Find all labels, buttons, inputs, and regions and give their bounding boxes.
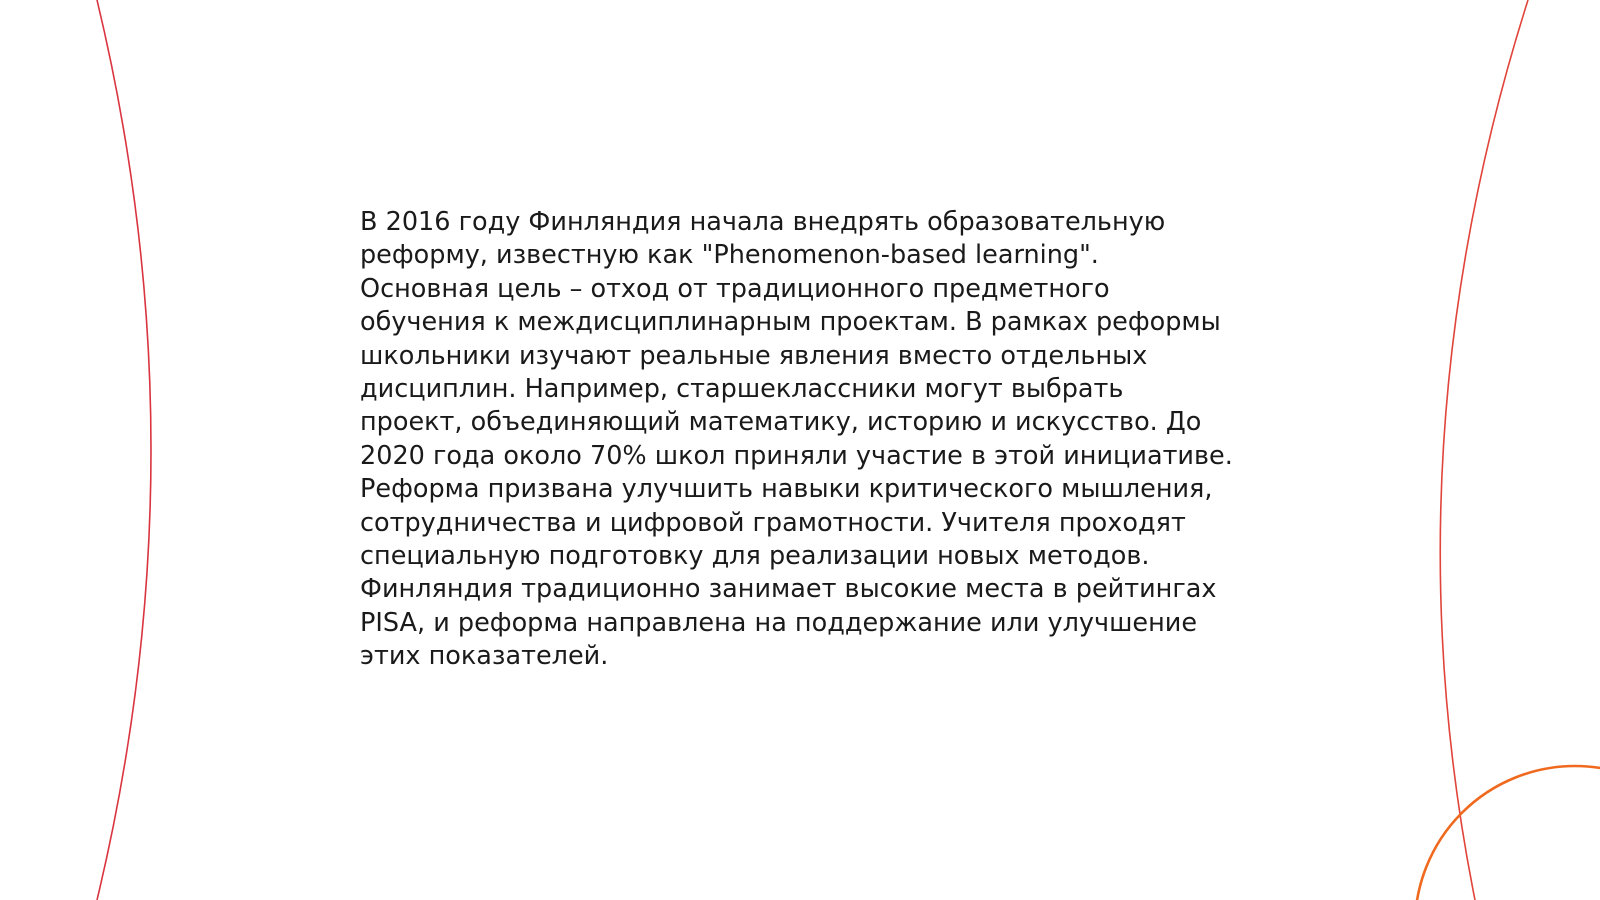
left-curve-line (97, 0, 151, 900)
paragraph-line: Финляндия традиционно занимает высокие места в рейтингах (360, 574, 1217, 605)
paragraph-line: В 2016 году Финляндия начала внедрять образовательную (360, 207, 1166, 237)
paragraph-line: этих показателей. (360, 641, 609, 672)
paragraph-line: 2020 года около 70% школ приняли участие в этой инициативе. (360, 440, 1233, 471)
paragraph-line: проект, объединяющий математику, историю и искусство. До (360, 407, 1202, 438)
paragraph-line: дисциплин. Например, старшеклассники могут выбрать (360, 374, 1124, 405)
paragraph-line: Реформа призвана улучшить навыки критического мышления, (360, 474, 1213, 505)
corner-arc-circle (1415, 766, 1600, 900)
paragraph-line: PISA, и реформа направлена на поддержание или улучшение (360, 607, 1198, 638)
paragraph-line: специальную подготовку для реализации новых методов. (360, 541, 1150, 572)
paragraph-line: обучения к междисциплинарным проектам. В рамках реформы (360, 307, 1221, 338)
right-curve-line (1440, 0, 1528, 900)
paragraph-line: сотрудничества и цифровой грамотности. Учителя проходят (360, 507, 1186, 538)
body-paragraph (360, 206, 1260, 674)
paragraph-line: Основная цель – отход от традиционного предметного (360, 273, 1110, 304)
paragraph-line: школьники изучают реальные явления вместо отдельных (360, 340, 1148, 371)
paragraph-line: реформу, известную как "Phenomenon-based learning". (360, 240, 1099, 271)
